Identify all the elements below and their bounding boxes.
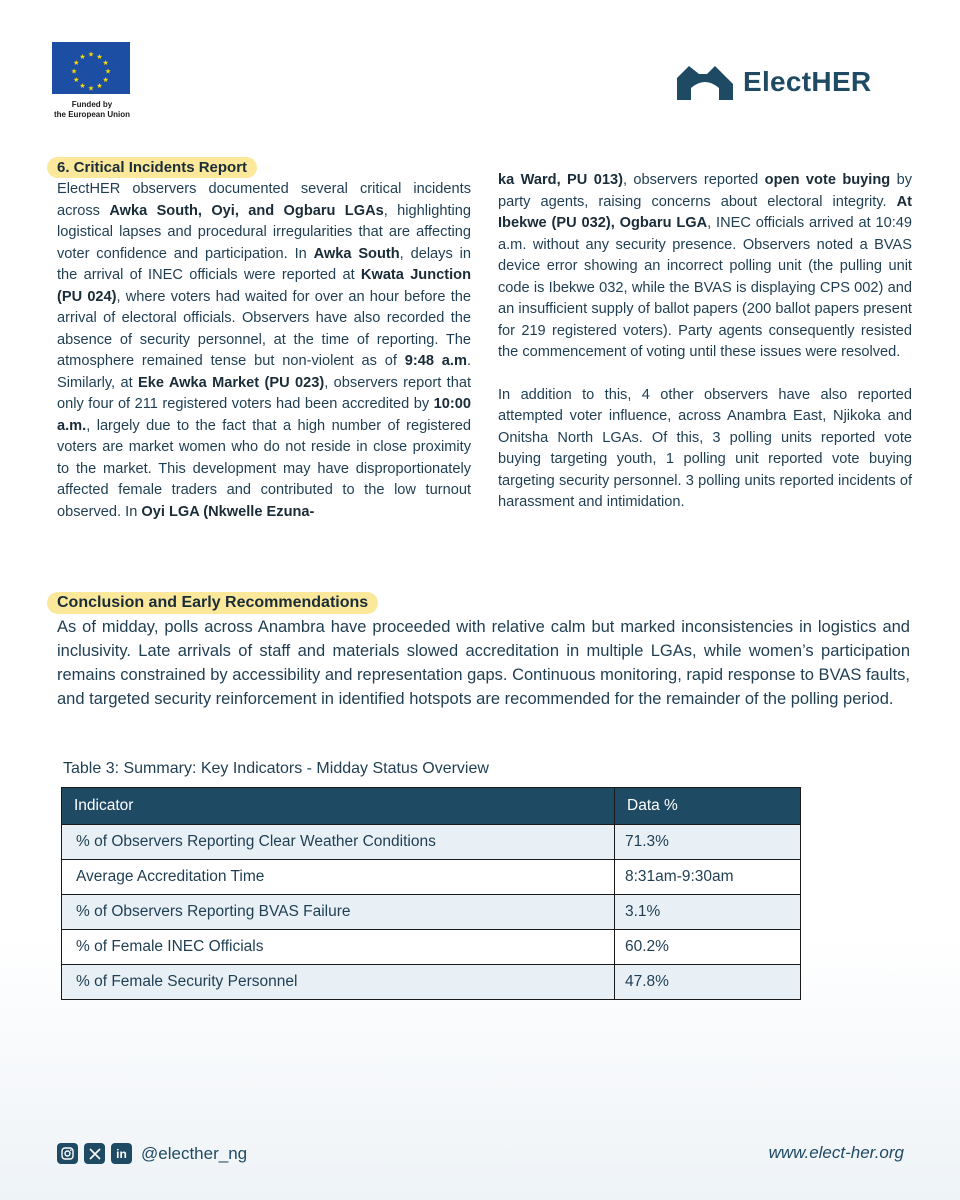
- x-icon[interactable]: [84, 1143, 105, 1164]
- section6-column-left: [57, 179, 471, 523]
- funder-caption-line1: Funded by: [71, 100, 113, 109]
- svg-text:★: ★: [102, 76, 109, 84]
- funder-caption: [52, 100, 132, 120]
- table-row: [62, 930, 801, 965]
- svg-text:★: ★: [96, 52, 103, 61]
- value-cell: 47.8%: [615, 965, 801, 1000]
- linkedin-icon[interactable]: in: [111, 1143, 132, 1164]
- conclusion-body: As of midday, polls across Anambra have proceeded with relative calm but marked inconsistencies in logistics and inclusivity. Late arrivals of staff and materials slowed accreditation in multiple LGAs, while women’s participation remains constrained by accessibility and representation gaps. Continuous monitoring, rapid response to BVAS faults, and targeted security reinforcement in identified hotspots are recommended for the remainder of the polling period.: [57, 618, 910, 708]
- table-row: [62, 895, 801, 930]
- table-header-row: [62, 788, 801, 825]
- table-row: [62, 825, 801, 860]
- indicator-cell: % of Female Security Personnel: [62, 965, 615, 1000]
- conclusion-heading: [57, 592, 378, 614]
- indicator-cell: % of Observers Reporting BVAS Failure: [62, 895, 615, 930]
- indicator-cell: % of Observers Reporting Clear Weather Conditions: [62, 825, 615, 860]
- value-cell: 71.3%: [615, 825, 801, 860]
- key-indicators-table: [61, 787, 801, 1000]
- svg-text:★: ★: [87, 84, 95, 93]
- funder-caption-line2: the European Union: [54, 110, 130, 119]
- svg-text:★: ★: [70, 67, 78, 76]
- value-cell: 8:31am-9:30am: [615, 860, 801, 895]
- indicator-cell: % of Female INEC Officials: [62, 930, 615, 965]
- footer-social: [57, 1143, 247, 1164]
- svg-text:★: ★: [79, 52, 86, 61]
- svg-text:★: ★: [79, 82, 86, 91]
- social-handle[interactable]: @electher_ng: [141, 1143, 248, 1163]
- conclusion-title: Conclusion and Early Recommendations: [47, 592, 378, 614]
- section6-paragraph-1a: ElectHER observers documented several critical incidents across Awka South, Oyi, and Ogbaru LGAs, highlighting logistical lapses and procedural irregularities that are affecting voter confidence and participation. In Awka South, delays in the arrival of INEC officials were reported at Kwata Junction (PU 024), where voters had waited for over an hour before the arrival of electoral officials. Observers have also recorded the absence of security personnel, at the time of reporting. The atmosphere remained tense but non-violent as of 9:48 a.m. Similarly, at Eke Awka Market (PU 023), observers report that only four of 211 registered voters had been accredited by 10:00 a.m., largely due to the fact that a high number of registered voters are market women who do not reside in close proximity to the market. This development may have disproportionately affected female traders and contributed to the low turnout observed. In Oyi LGA (Nkwelle Ezuna-: [57, 181, 471, 520]
- section6-column-right: [498, 170, 912, 514]
- svg-text:★: ★: [73, 59, 80, 67]
- section6-paragraph-1b: ka Ward, PU 013), observers reported open vote buying by party agents, raising concerns about electoral integrity. At Ibekwe (PU 032), Ogbaru LGA, INEC officials arrived at 10:49 a.m. without any security presence. Observers noted a BVAS device error showing an incorrect polling unit (the pulling unit code is Ibekwe 032, while the BVAS is displaying CPS 002) and an insufficient supply of ballot papers (200 ballot papers present for 219 registered voters). Party agents consequently resisted the commencement of voting until these issues were resolved.: [498, 172, 912, 360]
- eu-flag-icon: [52, 42, 130, 94]
- table-header-indicator: Indicator: [62, 788, 615, 825]
- value-cell: 3.1%: [615, 895, 801, 930]
- svg-text:★: ★: [87, 50, 95, 59]
- table-row: [62, 965, 801, 1000]
- table-caption: Table 3: Summary: Key Indicators - Midday Status Overview: [63, 760, 489, 777]
- electher-brand: [675, 62, 871, 102]
- section6-paragraph-2: In addition to this, 4 other observers have also reported attempted voter influence, across Anambra East, Njikoka and Onitsha North LGAs. Of this, 3 polling units reported vote buying targeting youth, 1 polling unit reported vote buying targeting security personnel. 3 polling units reported incidents of harassment and intimidation.: [498, 386, 912, 510]
- section6-heading: [57, 157, 257, 178]
- instagram-icon[interactable]: [57, 1143, 78, 1164]
- svg-text:★: ★: [102, 59, 109, 67]
- value-cell: 60.2%: [615, 930, 801, 965]
- eu-funding-block: [52, 42, 132, 120]
- website-link[interactable]: www.elect-her.org: [768, 1143, 904, 1162]
- svg-text:★: ★: [73, 76, 80, 84]
- svg-text:★: ★: [96, 82, 103, 91]
- svg-text:★: ★: [104, 67, 112, 76]
- electher-logo-icon: [675, 62, 735, 102]
- section6-title: 6. Critical Incidents Report: [47, 157, 257, 178]
- table-header-data: Data %: [615, 788, 801, 825]
- table-row: [62, 860, 801, 895]
- brand-name: ElectHER: [743, 66, 872, 97]
- indicator-cell: Average Accreditation Time: [62, 860, 615, 895]
